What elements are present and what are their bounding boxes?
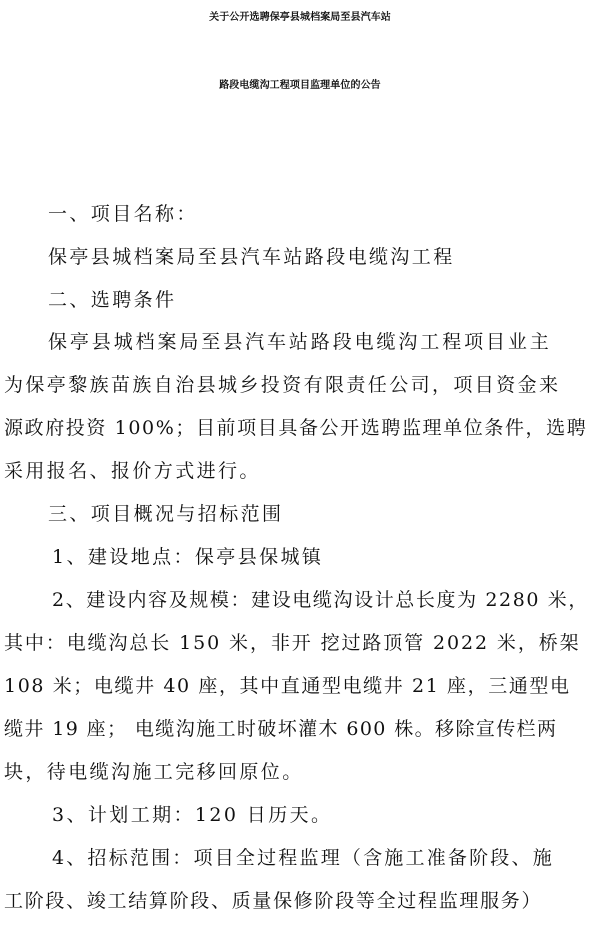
list-item-schedule: 3、计划工期：120 日历天。 <box>52 804 333 826</box>
paragraph-line: 为保亭黎族苗族自治县城乡投资有限责任公司，项目资金来 <box>4 374 561 396</box>
paragraph-line: 缆井 19 座； 电缆沟施工时破坏灌木 600 株。移除宣传栏两 <box>4 718 558 740</box>
paragraph-line: 其中：电缆沟总长 150 米，非开 挖过路顶管 2022 米，桥架 <box>4 632 581 654</box>
list-item-tender-scope: 4、招标范围：项目全过程监理（含施工准备阶段、施 <box>52 847 554 869</box>
list-item-construction-scope: 2、建设内容及规模：建设电缆沟设计总长度为 2280 米， <box>52 589 589 611</box>
project-name-text: 保亭县城档案局至县汽车站路段电缆沟工程 <box>48 246 455 268</box>
paragraph-line: 采用报名、报价方式进行。 <box>4 460 261 482</box>
paragraph-line: 源政府投资 100%；目前项目具备公开选聘监理单位条件，选聘 <box>4 417 588 439</box>
paragraph-line: 108 米；电缆井 40 座，其中直通型电缆井 21 座，三通型电 <box>4 675 571 697</box>
paragraph-line: 块，待电缆沟施工完移回原位。 <box>4 761 304 783</box>
paragraph-line: 保亭县城档案局至县汽车站路段电缆沟工程项目业主 <box>48 331 552 353</box>
document-title-line-2: 路段电缆沟工程项目监理单位的公告 <box>219 80 381 91</box>
list-item-construction-site: 1、建设地点：保亭县保城镇 <box>52 546 324 568</box>
section-heading-project-name: 一、项目名称： <box>48 203 198 225</box>
document-title-line-1: 关于公开选聘保亭县城档案局至县汽车站 <box>209 12 391 23</box>
section-heading-selection-conditions: 二、选聘条件 <box>48 289 177 311</box>
section-heading-project-overview: 三、项目概况与招标范围 <box>48 503 284 525</box>
paragraph-line: 工阶段、竣工结算阶段、质量保修阶段等全过程监理服务） <box>4 890 543 912</box>
